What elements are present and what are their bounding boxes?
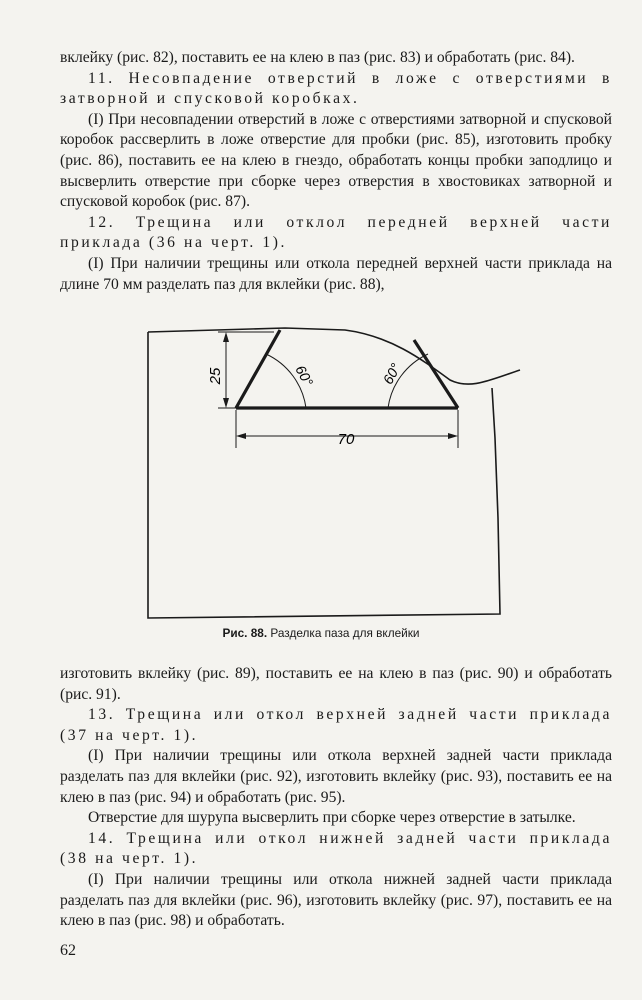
figure-caption bbox=[0, 626, 642, 640]
arrow-icon bbox=[236, 433, 246, 439]
paragraph-14-body: (I) При наличии трещины или откола нижней задней части приклада разделать паз для вклейки (рис. 96), изготовить вклейку (рис. 97), поставить ее на клею в паз (рис. 98) и обработать. bbox=[60, 870, 612, 930]
section-heading-11: 11. Несовпадение отверстий в ложе с отверстиями в затворной и спусковой коробках. bbox=[60, 69, 612, 108]
stock-top-edge bbox=[148, 328, 520, 384]
paragraph-continuation: изготовить вклейку (рис. 89), поставить ее на клею в паз (рис. 90) и обработать (рис. 91). bbox=[60, 665, 612, 703]
arrow-icon bbox=[223, 398, 229, 408]
dim-length-label: 70 bbox=[337, 431, 355, 448]
section-heading-13: 13. Трещина или откол верхней задней части приклада (37 на черт. 1). bbox=[60, 706, 612, 744]
paragraph-13-note: Отверстие для шурупа высверлить при сборке через отверстие в затылке. bbox=[88, 809, 576, 827]
section-heading-12: 12. Трещина или отклол передней верхней части приклада (36 на черт. 1). bbox=[60, 213, 612, 252]
section-heading-14: 14. Трещина или откол нижней задней части приклада (38 на черт. 1). bbox=[60, 829, 612, 868]
caption-text: Разделка паза для вклейки bbox=[270, 626, 420, 640]
angle-left-label: 60° bbox=[292, 362, 317, 389]
paragraph-continuation: вклейку (рис. 82), поставить ее на клею в паз (рис. 83) и обработать (рис. 84). bbox=[60, 49, 575, 66]
paragraph-12-body: (I) При наличии трещины или откола передней верхней части приклада на длине 70 мм разделать паз для вклейки (рис. 88), bbox=[60, 254, 612, 293]
stock-outline bbox=[148, 332, 500, 618]
figure-88-drawing bbox=[140, 318, 540, 626]
angle-right-label: 60° bbox=[379, 360, 404, 387]
groove-outline bbox=[236, 330, 458, 408]
text-block-top bbox=[60, 48, 612, 295]
caption-label: Рис. 88. bbox=[222, 626, 268, 640]
paragraph-13-body: (I) При наличии трещины или откола верхней задней части приклада разделать паз для вклейки (рис. 92), изготовить вклейку (рис. 93), поставить ее на клею в паз (рис. 94) и обработать (рис. 95). bbox=[60, 747, 612, 806]
arrow-icon bbox=[223, 332, 229, 342]
arrow-icon bbox=[448, 433, 458, 439]
paragraph-11-body: (I) При несовпадении отверстий в ложе с отверстиями затворной и спусковой коробок рассверлить в ложе отверстие для пробки (рис. 85), изготовить пробку (рис. 86), поставить ее на клею в гнездо, обработать концы пробки заподлицо и высверлить отверстие при сборке через отверстия в хвостовиках затворной и спусковой коробок (рис. 87). bbox=[60, 110, 612, 211]
text-block-bottom bbox=[60, 664, 612, 932]
dim-height-label: 25 bbox=[207, 367, 224, 385]
page-number: 62 bbox=[60, 942, 76, 959]
